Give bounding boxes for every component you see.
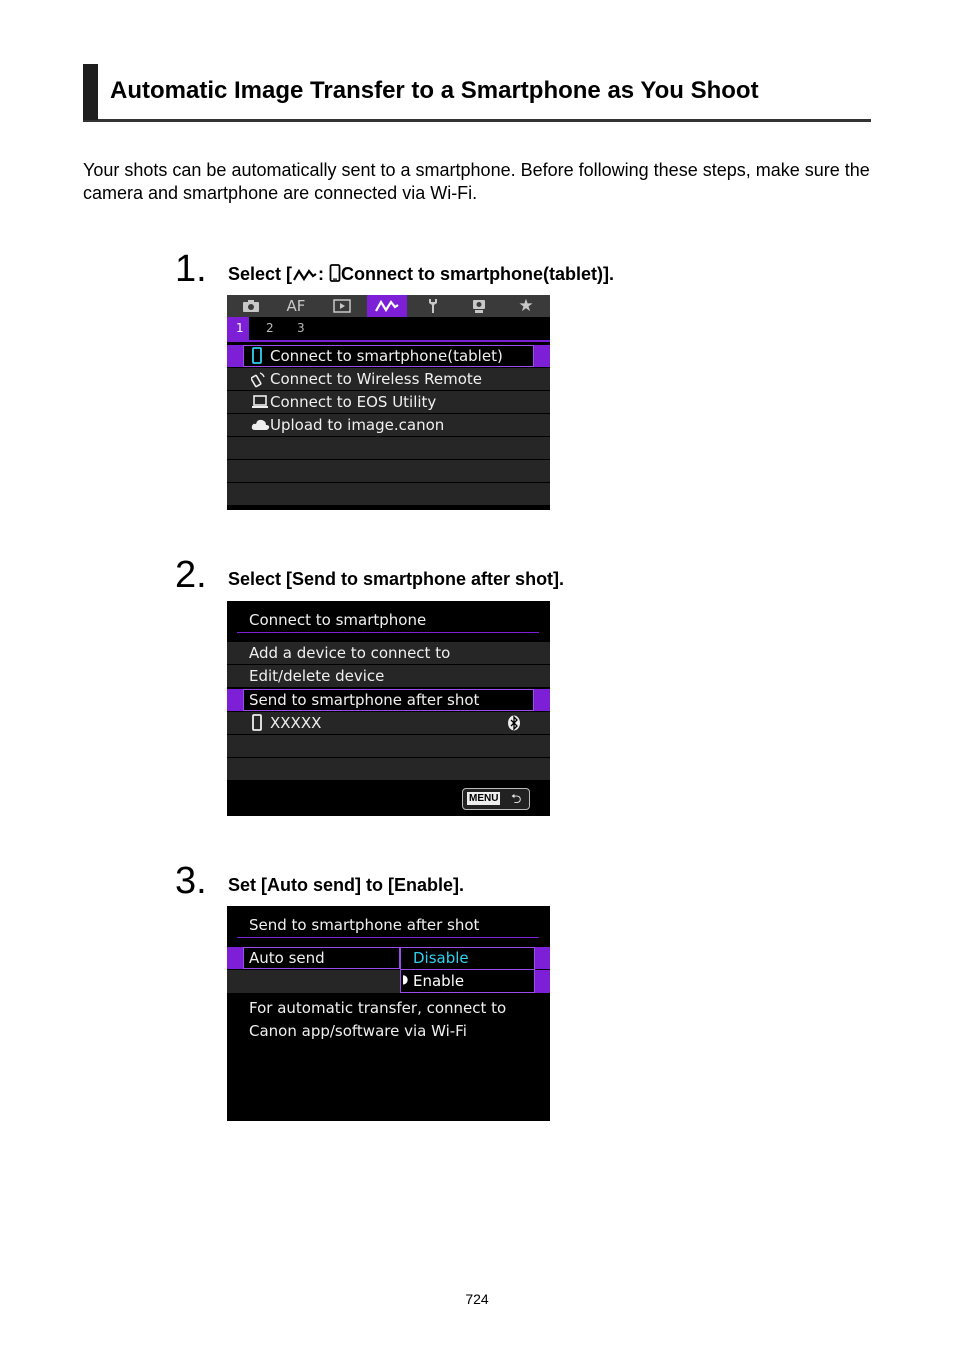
step-1-suffix: Connect to smartphone(tablet)]. (341, 264, 615, 284)
heading-bar (83, 64, 98, 120)
wireless-icon (374, 299, 400, 313)
remote-icon (251, 370, 267, 388)
menu-item-add-device[interactable] (227, 642, 550, 665)
device-row[interactable] (227, 712, 550, 735)
step-1-sep: : (318, 264, 325, 284)
option-enable: Enable (413, 972, 465, 990)
option-disable[interactable]: Disable (413, 949, 469, 967)
tab-setup[interactable] (413, 295, 453, 317)
subtab-1[interactable]: 1 (236, 321, 244, 335)
device-name: XXXXX (270, 714, 322, 732)
tab-custom[interactable] (459, 295, 499, 317)
menu-item-wireless-remote[interactable] (227, 368, 550, 391)
caret-icon: ◗ (402, 972, 409, 986)
intro-paragraph: Your shots can be automatically sent to a smartphone. Before following these steps, make sure the camera and smartphone are connected via Wi-Fi. (83, 160, 870, 203)
subtab-2[interactable]: 2 (266, 321, 274, 335)
menu-item-connect-smartphone[interactable] (227, 345, 550, 368)
menu-item-label: Upload to image.canon (270, 416, 445, 434)
tab-wireless[interactable] (367, 295, 407, 317)
menu-back-button[interactable] (462, 788, 530, 810)
menu-item-send-after-shot[interactable] (227, 689, 550, 712)
heading-title: Automatic Image Transfer to a Smartphone as You Shoot (110, 77, 759, 104)
custom-icon (470, 298, 488, 314)
section-heading (83, 64, 871, 122)
step-1-number: 1. (175, 248, 207, 290)
camera-screen-connect-smartphone (227, 601, 550, 816)
step-3-number: 3. (175, 860, 207, 902)
smartphone-icon (251, 714, 263, 732)
camera-screen-send-after-shot (227, 906, 550, 1121)
option-enable-box[interactable] (400, 969, 535, 993)
menu-item-label: Edit/delete device (249, 667, 385, 685)
empty-row (227, 758, 550, 781)
menu-item-label: Connect to EOS Utility (270, 393, 437, 411)
caption-line-1: For automatic transfer, connect to (249, 999, 507, 1017)
empty-row (227, 483, 550, 506)
subtab-3[interactable]: 3 (297, 321, 305, 335)
smartphone-icon (329, 264, 341, 288)
play-icon (333, 299, 351, 313)
smartphone-icon (251, 347, 263, 365)
title-rule (237, 937, 539, 938)
bluetooth-icon (507, 715, 521, 731)
menu-label: MENU (469, 793, 499, 804)
cloud-icon (251, 416, 271, 434)
wrench-icon (426, 298, 440, 314)
step-2-number: 2. (175, 554, 207, 596)
subtab-rule (227, 340, 550, 342)
step-2-text: Select [Send to smartphone after shot]. (228, 569, 565, 589)
empty-row (227, 437, 550, 460)
back-arrow-icon: ⮌ (511, 792, 522, 807)
star-icon: ★ (518, 296, 534, 316)
setting-label: Auto send (249, 949, 325, 967)
step-1-prefix: Select [ (228, 264, 293, 284)
tab-shooting[interactable] (231, 295, 271, 317)
menu-item-label: Add a device to connect to (249, 644, 451, 662)
tab-my-menu[interactable] (506, 295, 546, 317)
menu-item-label: Send to smartphone after shot (249, 691, 480, 709)
step-1-text (228, 264, 614, 288)
menu-item-label: Connect to smartphone(tablet) (270, 347, 503, 365)
menu-item-upload[interactable] (227, 414, 550, 437)
menu-item-edit-device[interactable] (227, 665, 550, 688)
empty-row (227, 460, 550, 483)
option-row-bg (227, 970, 400, 993)
caption-line-2: Canon app/software via Wi-Fi (249, 1022, 467, 1040)
menu-item-label: Connect to Wireless Remote (270, 370, 483, 388)
camera-icon (242, 299, 260, 313)
screen-title: Send to smartphone after shot (249, 916, 480, 934)
tab-af[interactable]: AF (286, 297, 306, 315)
title-rule (237, 632, 539, 633)
menu-item-eos-utility[interactable] (227, 391, 550, 414)
subtab-bar (227, 317, 550, 341)
wireless-icon (292, 267, 318, 288)
camera-screen-wireless-menu (227, 295, 550, 510)
menu-tabs (227, 295, 550, 317)
step-3-text: Set [Auto send] to [Enable]. (228, 875, 464, 895)
screen-title: Connect to smartphone (249, 611, 427, 629)
page-number: 724 (465, 1291, 489, 1307)
laptop-icon (251, 393, 269, 411)
tab-playback[interactable] (322, 295, 362, 317)
empty-row (227, 735, 550, 758)
